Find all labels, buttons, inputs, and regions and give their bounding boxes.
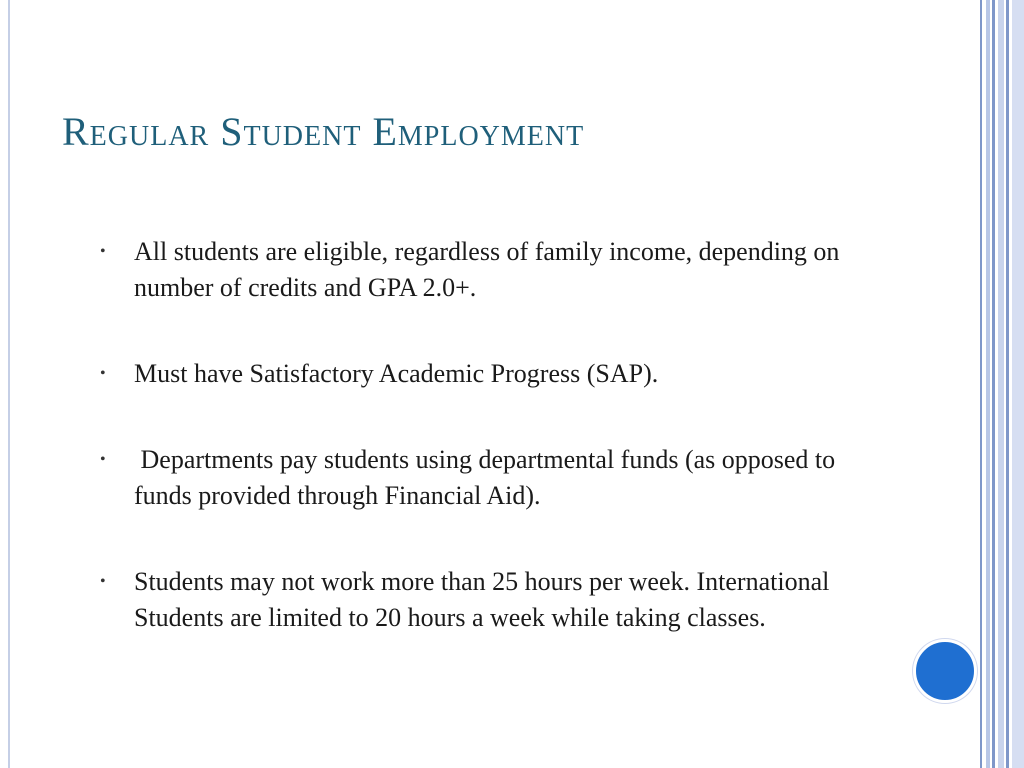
right-stripe xyxy=(998,0,1004,768)
left-border-line xyxy=(8,0,10,768)
right-stripe xyxy=(992,0,995,768)
bullet-text: All students are eligible, regardless of family income, depending on number of credits and GPA 2.0+. xyxy=(134,237,840,302)
bullet-icon: • xyxy=(100,243,106,260)
bullet-text: Departments pay students using departmental funds (as opposed to funds provided through Financial Aid). xyxy=(134,445,842,510)
bullet-item xyxy=(96,234,896,306)
right-stripe xyxy=(986,0,990,768)
slide-title: Regular Student Employment xyxy=(62,109,585,154)
bullet-icon: • xyxy=(100,451,106,468)
bullet-icon: • xyxy=(100,573,106,590)
right-stripe xyxy=(1012,0,1024,768)
bullet-item xyxy=(96,356,896,392)
bullet-item xyxy=(96,564,896,636)
decorative-circle-icon xyxy=(913,639,977,703)
right-stripe xyxy=(980,0,982,768)
bullet-icon: • xyxy=(100,365,106,382)
right-stripe xyxy=(1006,0,1009,768)
bullet-list xyxy=(96,234,896,636)
bullet-text: Students may not work more than 25 hours per week. International Students are limited to 20 hours a week while taking classes. xyxy=(134,567,830,632)
bullet-item xyxy=(96,442,896,514)
bullet-text: Must have Satisfactory Academic Progress (SAP). xyxy=(134,359,659,388)
